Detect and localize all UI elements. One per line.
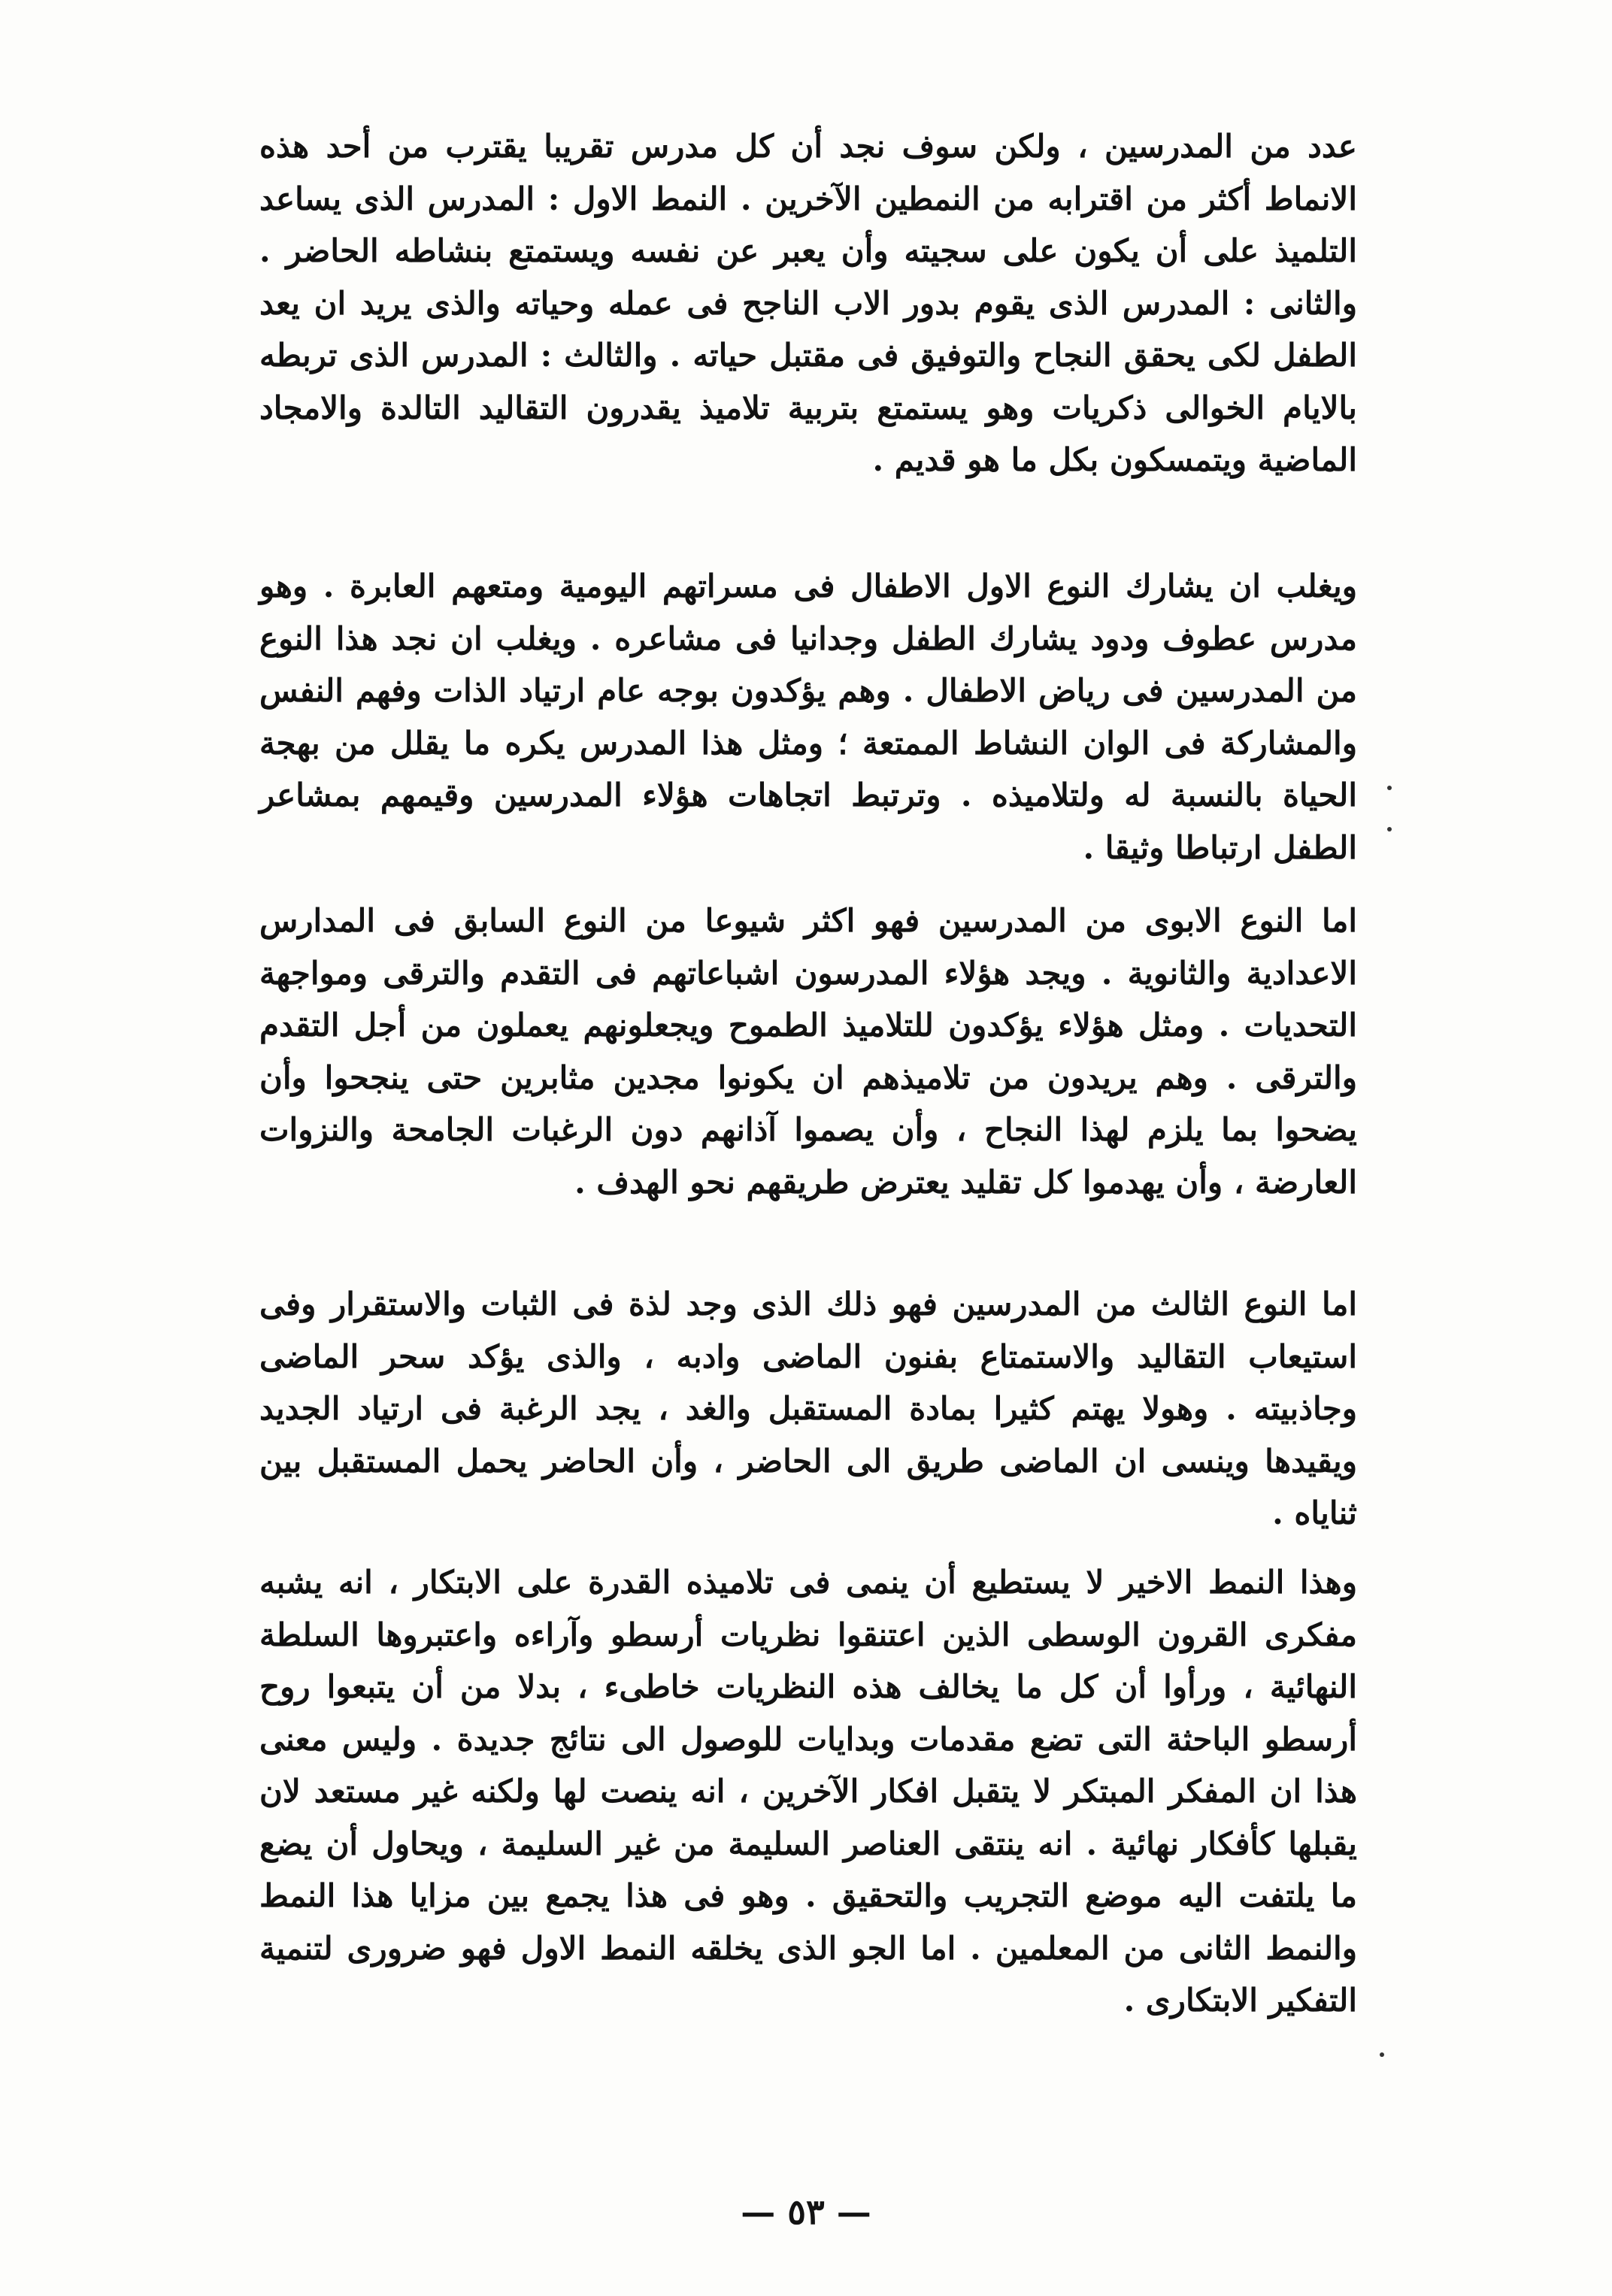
paragraph-third-type: اما النوع الثالث من المدرسين فهو ذلك الذى وجد لذة فى الثبات والاستقرار وفى استيعاب التقاليد والاستمتاع بفنون الماضى وادبه ، والذى يؤكد سحر الماضى وجاذبيته . وهولا يهتم كثيرا بمادة المستقبل والغد ، يجد الرغبة فى ارتياد الجديد ويقيدها وينسى ان الماضى طريق الى الحاضر ، وأن الحاضر يحمل المستقبل بين ثناياه . bbox=[259, 1286, 1358, 1531]
paragraph-teacher-patterns-intro: عدد من المدرسين ، ولكن سوف نجد أن كل مدرس تقريبا يقترب من أحد هذه الانماط أكثر من اقترابه من النمطين الآخرين . النمط الاول : المدرس الذى يساعد التلميذ على أن يكون على سجيته وأن يعبر عن نفسه ويستمتع بنشاطه الحاضر . والثانى : المدرس الذى يقوم بدور الاب الناجح فى عمله وحياته والذى يريد ان يعد الطفل لكى يحقق النجاح والتوفيق فى مقتبل حياته . والثالث : المدرس الذى تربطه بالايام الخوالى ذكريات وهو يستمتع بتربية تلاميذ يقدرون التقاليد التالدة والامجاد الماضية ويتمسكون بكل ما هو قديم . bbox=[259, 128, 1357, 478]
paragraph-paternal-type: اما النوع الابوى من المدرسين فهو اكثر شيوعا من النوع السابق فى المدارس الاعدادية والثانوية . ويجد هؤلاء المدرسون اشباعاتهم فى التقدم والترقى ومواجهة التحديات . ومثل هؤلاء يؤكدون للتلاميذ الطموح ويجعلونهم يعملون من أجل التقدم والترقى . وهم يريدون من تلاميذهم ان يكونوا مجدين مثابرين حتى ينجحوا وأن يضحوا بما يلزم لهذا النجاح ، وأن يصموا آذانهم دون الرغبات الجامحة والنزوات العارضة ، وأن يهدموا كل تقليد يعترض طريقهم نحو الهدف . bbox=[259, 902, 1357, 1201]
paragraph-first-type: ويغلب ان يشارك النوع الاول الاطفال فى مسراتهم اليومية ومتعهم العابرة . وهو مدرس عطوف ودود يشارك الطفل وجدانيا فى مشاعره . ويغلب ان نجد هذا النوع من المدرسين فى رياض الاطفال . وهم يؤكدون بوجه عام ارتياد الذات وفهم النفس والمشاركة فى الوان النشاط الممتعة ؛ ومثل هذا المدرس يكره ما يقلل من بهجة الحياة بالنسبة له ولتلاميذه . وترتبط اتجاهات هؤلاء المدرسين وقيمهم بمشاعر الطفل ارتباطا وثيقا . bbox=[259, 568, 1357, 866]
margin-dot bbox=[1380, 2052, 1384, 2057]
margin-dot bbox=[1387, 786, 1392, 790]
paragraph-innovation: وهذا النمط الاخير لا يستطيع أن ينمى فى تلاميذه القدرة على الابتكار ، انه يشبه مفكرى القرون الوسطى الذين اعتنقوا نظريات أرسطو وآراءه واعتبروها السلطة النهائية ، ورأوا أن كل ما يخالف هذه النظريات خاطىء ، بدلا من أن يتبعوا روح أرسطو الباحثة التى تضع مقدمات وبدايات للوصول الى نتائج جديدة . وليس معنى هذا ان المفكر المبتكر لا يتقبل افكار الآخرين ، انه ينصت لها ولكنه غير مستعد لان يقبلها كأفكار نهائية . انه ينتقى العناصر السليمة من غير السليمة ، ويحاول أن يضع ما يلتفت اليه موضع التجريب والتحقيق . وهو فى هذا يجمع بين مزايا هذا النمط والنمط الثانى من المعلمين . اما الجو الذى يخلقه النمط الاول فهو ضرورى لتنمية التفكير الابتكارى . bbox=[259, 1564, 1357, 2019]
page-number: — ٥٣ — bbox=[741, 2191, 871, 2232]
margin-dot bbox=[1387, 827, 1392, 831]
